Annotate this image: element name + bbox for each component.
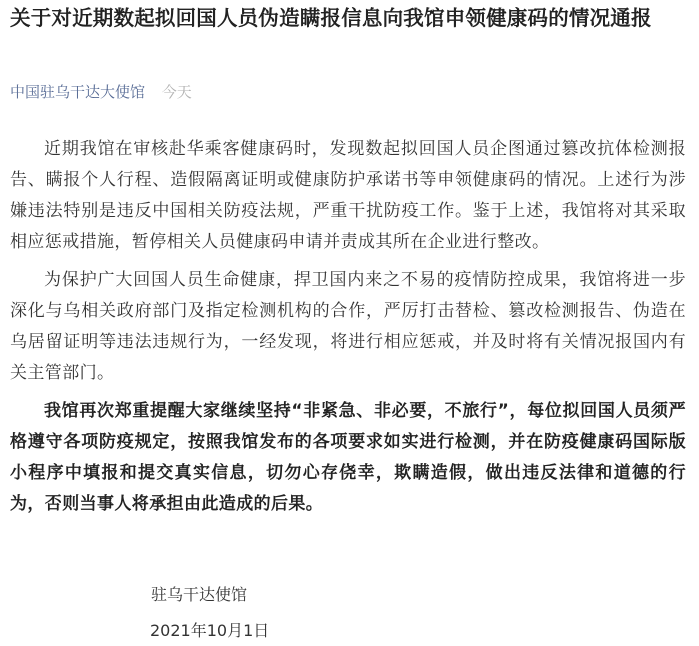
publish-time: 今天 (161, 83, 192, 101)
article-paragraph: 为保护广大回国人员生命健康，捍卫国内来之不易的疫情防控成果，我馆将进一步深化与乌相关政府部门及指定检测机构的合作，严厉打击替检、篡改检测报告、伪造在乌居留证明等违法违规行为，一经发现，将进行相应惩戒，并及时将有关情况报国内有关主管部门。 (10, 270, 686, 383)
article-meta (10, 82, 192, 102)
article-title: 关于对近期数起拟回国人员伪造瞒报信息向我馆申领健康码的情况通报 (10, 6, 652, 30)
article-paragraph-emphasis: 我馆再次郑重提醒大家继续坚持“非紧急、非必要，不旅行”，每位拟回国人员须严格遵守各项防疫规定，按照我馆发布的各项要求如实进行检测，并在防疫健康码国际版小程序中填报和提交真实信息，切勿心存侥幸，欺瞒造假，做出违反法律和道德的行为，否则当事人将承担由此造成的后果。 (10, 401, 686, 514)
signature-date: 2021年10月1日 (150, 621, 270, 640)
account-name-link[interactable]: 中国驻乌干达大使馆 (10, 83, 146, 101)
signature-organization: 驻乌干达使馆 (151, 585, 248, 604)
article-body (10, 134, 686, 520)
article-paragraph: 近期我馆在审核赴华乘客健康码时，发现数起拟回国人员企图通过篡改抗体检测报告、瞒报个人行程、造假隔离证明或健康防护承诺书等申领健康码的情况。上述行为涉嫌违法特别是违反中国相关防疫法规，严重干扰防疫工作。鉴于上述，我馆将对其采取相应惩戒措施，暂停相关人员健康码申请并责成其所在企业进行整改。 (10, 139, 686, 252)
